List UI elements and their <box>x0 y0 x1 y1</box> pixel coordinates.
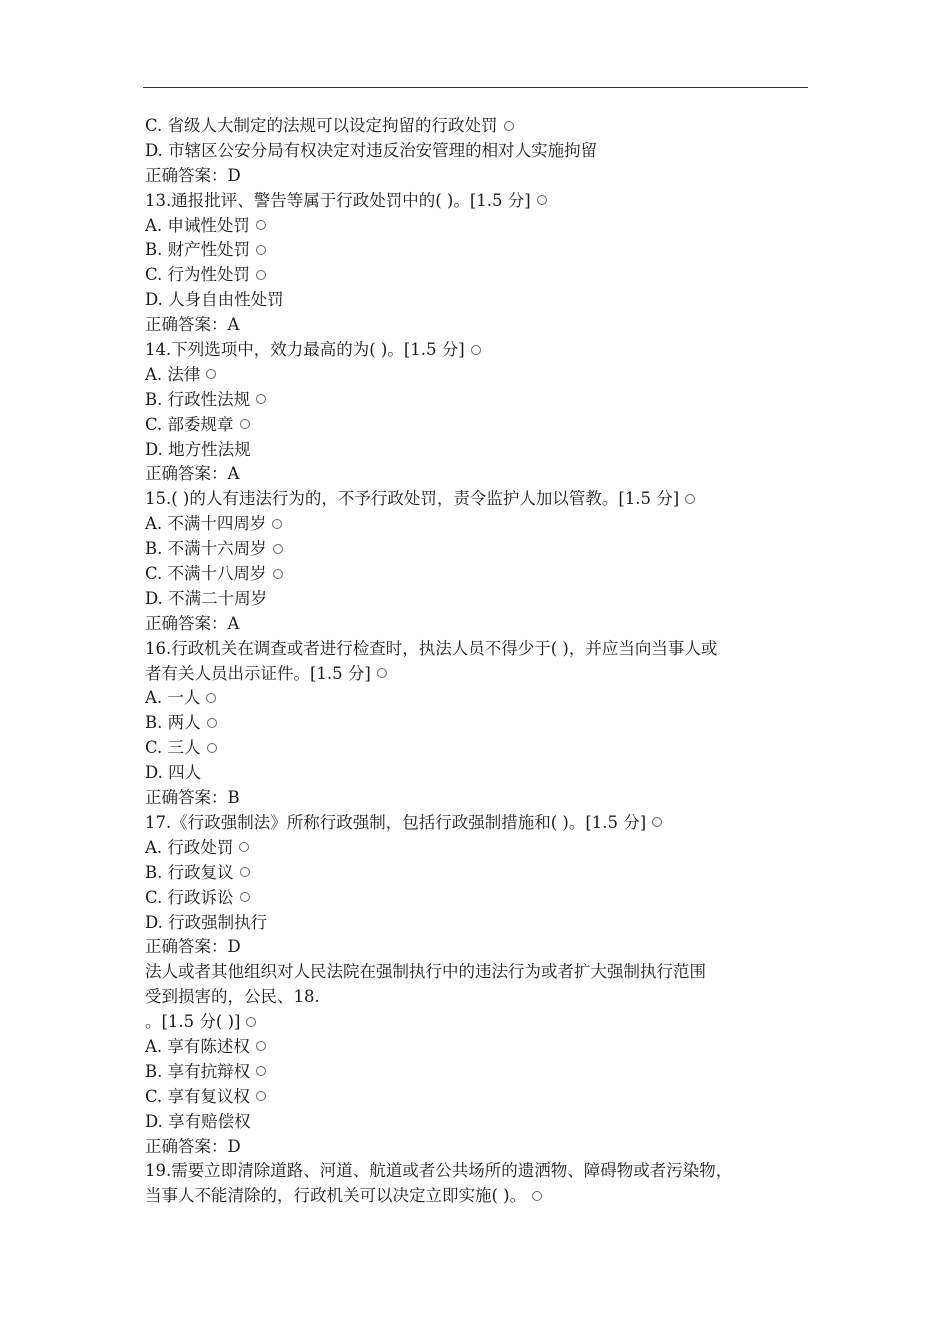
text-line <box>145 761 813 786</box>
line-text: 法人或者其他组织对人民法院在强制执行中的违法行为或者扩大强制执行范围 <box>145 962 706 982</box>
text-line <box>145 288 813 313</box>
radio-button-icon[interactable] <box>256 245 266 255</box>
line-text: A. 不满十四周岁 <box>145 514 267 534</box>
text-line <box>145 711 813 736</box>
line-text: C. 行政诉讼 <box>145 887 234 907</box>
text-line <box>145 662 813 687</box>
text-line <box>145 1060 813 1085</box>
radio-button-icon[interactable] <box>537 195 547 205</box>
header-rule <box>143 87 808 88</box>
exam-content <box>145 114 813 1209</box>
line-text: 正确答案：A <box>145 464 240 484</box>
line-text: D. 不满二十周岁 <box>145 588 268 608</box>
text-line <box>145 886 813 911</box>
text-line <box>145 114 813 139</box>
line-text: A. 行政处罚 <box>145 837 234 857</box>
line-text: D. 四人 <box>145 763 202 783</box>
radio-button-icon[interactable] <box>256 220 266 230</box>
text-line <box>145 413 813 438</box>
radio-button-icon[interactable] <box>246 1017 256 1027</box>
line-text: B. 行政复议 <box>145 862 234 882</box>
line-text: C. 行为性处罚 <box>145 265 251 285</box>
line-text: A. 享有陈述权 <box>145 1036 250 1056</box>
radio-button-icon[interactable] <box>256 394 266 404</box>
line-text: A. 一人 <box>145 688 201 708</box>
line-text: A. 法律 <box>145 364 201 384</box>
line-text: B. 行政性法规 <box>145 389 251 409</box>
line-text: A. 申诫性处罚 <box>145 215 250 235</box>
line-text: 19.需要立即清除道路、河道、航道或者公共场所的遗洒物、障碍物或者污染物， <box>145 1161 733 1181</box>
radio-button-icon[interactable] <box>206 369 216 379</box>
line-text: D. 市辖区公安分局有权决定对违反治安管理的相对人实施拘留 <box>145 140 598 160</box>
line-text: 者有关人员出示证件。[1.5 分] <box>145 663 371 683</box>
line-text: C. 省级人大制定的法规可以设定拘留的行政处罚 <box>145 116 498 135</box>
radio-button-icon[interactable] <box>273 544 283 554</box>
text-line <box>145 786 813 811</box>
radio-button-icon[interactable] <box>652 817 662 827</box>
line-text: 正确答案：A <box>145 315 240 335</box>
line-text: B. 财产性处罚 <box>145 240 251 260</box>
text-line <box>145 1035 813 1060</box>
radio-button-icon[interactable] <box>240 419 250 429</box>
text-line <box>145 1085 813 1110</box>
line-text: 正确答案：D <box>145 165 241 185</box>
text-line <box>145 637 813 662</box>
text-line <box>145 1135 813 1160</box>
line-text: D. 地方性法规 <box>145 439 251 459</box>
line-text: 正确答案：D <box>145 1136 241 1156</box>
text-line <box>145 363 813 388</box>
line-text: 正确答案：A <box>145 613 240 633</box>
radio-button-icon[interactable] <box>532 1191 542 1201</box>
line-text: D. 人身自由性处罚 <box>145 290 284 310</box>
text-line <box>145 537 813 562</box>
line-text: C. 享有复议权 <box>145 1086 251 1106</box>
text-line <box>145 960 813 985</box>
radio-button-icon[interactable] <box>207 743 217 753</box>
text-line <box>145 214 813 239</box>
radio-button-icon[interactable] <box>273 569 283 579</box>
line-text: D. 享有赔偿权 <box>145 1111 251 1131</box>
line-text: B. 两人 <box>145 713 201 733</box>
line-text: 。[1.5 分( )] <box>145 1012 241 1032</box>
line-text: C. 部委规章 <box>145 414 234 434</box>
radio-button-icon[interactable] <box>207 718 217 728</box>
radio-button-icon[interactable] <box>240 892 250 902</box>
text-line <box>145 985 813 1010</box>
text-line <box>145 562 813 587</box>
radio-button-icon[interactable] <box>256 1066 266 1076</box>
line-text: B. 不满十六周岁 <box>145 539 267 559</box>
radio-button-icon[interactable] <box>377 668 387 678</box>
text-line <box>145 1010 813 1035</box>
radio-button-icon[interactable] <box>206 693 216 703</box>
text-line <box>145 861 813 886</box>
line-text: B. 享有抗辩权 <box>145 1061 251 1081</box>
text-line <box>145 438 813 463</box>
text-line <box>145 612 813 637</box>
line-text: 16.行政机关在调查或者进行检查时，执法人员不得少于( )，并应当向当事人或 <box>145 638 718 658</box>
radio-button-icon[interactable] <box>239 842 249 852</box>
radio-button-icon[interactable] <box>240 867 250 877</box>
text-line <box>145 587 813 612</box>
text-line <box>145 836 813 861</box>
text-line <box>145 189 813 214</box>
line-text: D. 行政强制执行 <box>145 912 268 932</box>
line-text: 15.( )的人有违法行为的，不予行政处罚，责令监护人加以管教。[1.5 分] <box>145 489 680 509</box>
text-line <box>145 811 813 836</box>
text-line <box>145 911 813 936</box>
text-line <box>145 1184 813 1209</box>
radio-button-icon[interactable] <box>471 345 481 355</box>
line-text: 13.通报批评、警告等属于行政处罚中的( )。[1.5 分] <box>145 190 531 210</box>
text-line <box>145 512 813 537</box>
radio-button-icon[interactable] <box>504 121 514 131</box>
text-line <box>145 487 813 512</box>
line-text: 14.下列选项中，效力最高的为( )。[1.5 分] <box>145 340 465 360</box>
line-text: 受到损害的，公民、18. <box>145 987 320 1007</box>
text-line <box>145 1110 813 1135</box>
text-line <box>145 388 813 413</box>
line-text: 17.《行政强制法》所称行政强制，包括行政强制措施和( )。[1.5 分] <box>145 812 647 832</box>
text-line <box>145 686 813 711</box>
text-line <box>145 313 813 338</box>
text-line <box>145 1159 813 1184</box>
text-line <box>145 462 813 487</box>
line-text: C. 三人 <box>145 738 201 758</box>
line-text: 当事人不能清除的，行政机关可以决定立即实施( )。 <box>145 1186 527 1206</box>
line-text: C. 不满十八周岁 <box>145 564 267 584</box>
text-line <box>145 736 813 761</box>
line-text: 正确答案：D <box>145 937 241 957</box>
text-line <box>145 338 813 363</box>
text-line <box>145 139 813 164</box>
text-line <box>145 164 813 189</box>
radio-button-icon[interactable] <box>685 494 695 504</box>
text-line <box>145 238 813 263</box>
text-line <box>145 263 813 288</box>
radio-button-icon[interactable] <box>272 519 282 529</box>
line-text: 正确答案：B <box>145 788 240 808</box>
radio-button-icon[interactable] <box>256 1091 266 1101</box>
text-line <box>145 935 813 960</box>
radio-button-icon[interactable] <box>256 270 266 280</box>
radio-button-icon[interactable] <box>256 1041 266 1051</box>
